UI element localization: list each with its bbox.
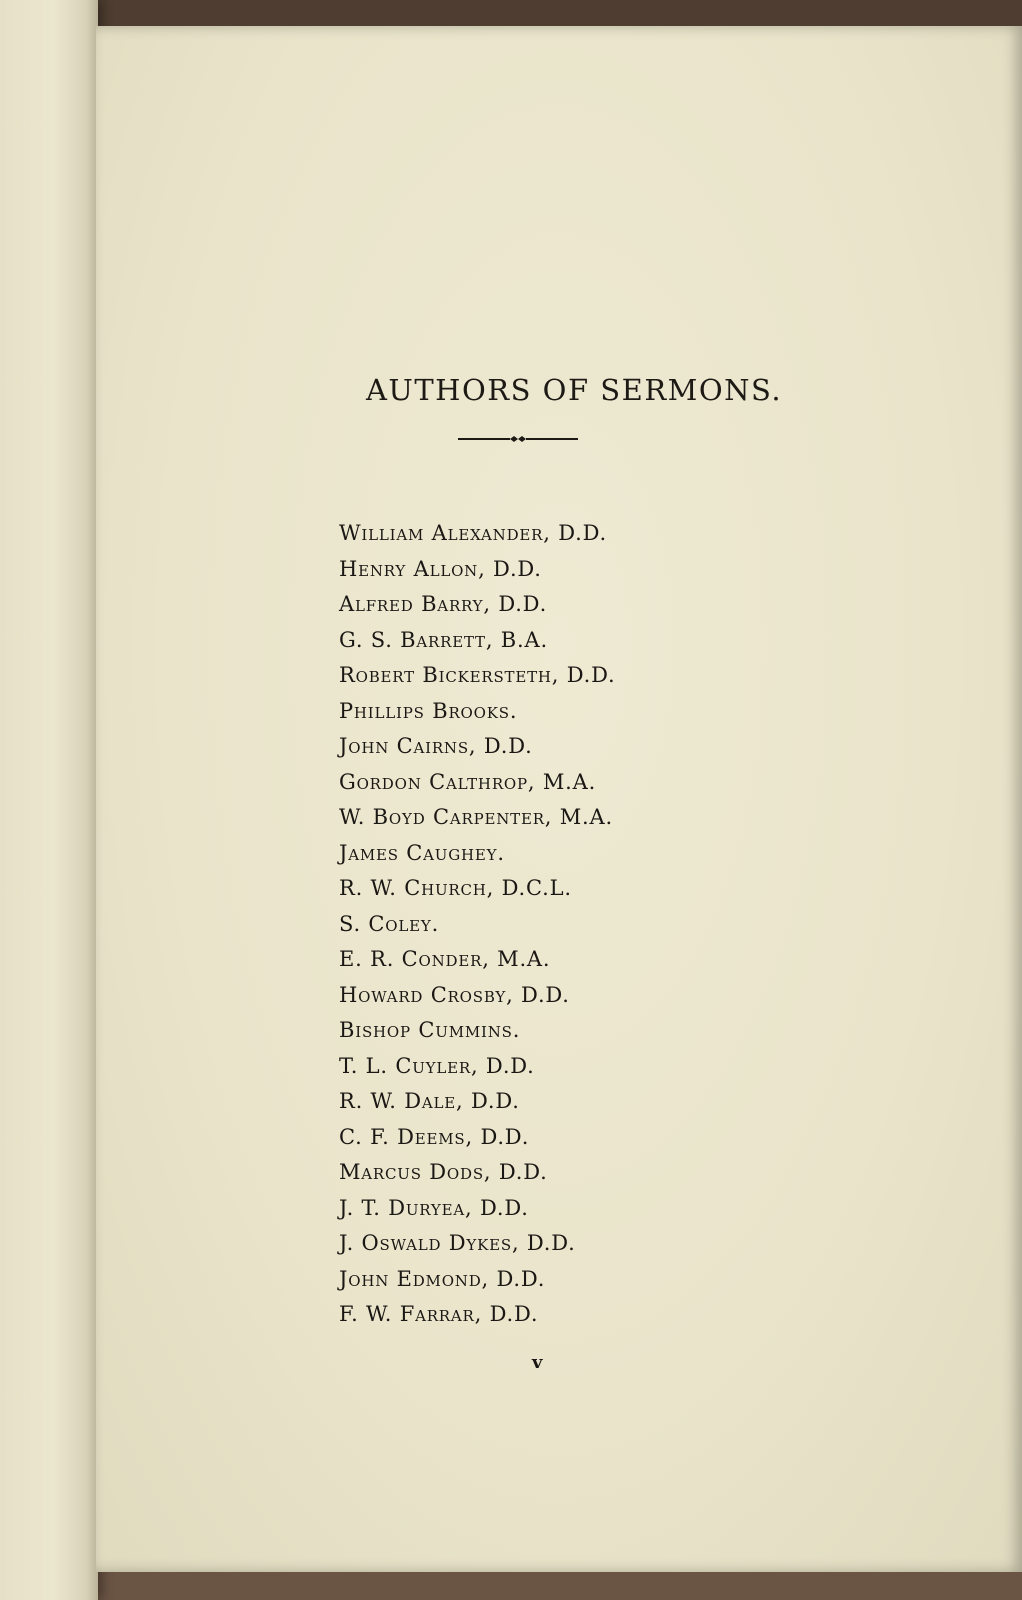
left-page-edge: [0, 0, 98, 1600]
author-name: Howard Crosby, D.D.: [339, 982, 570, 1007]
author-name: C. F. Deems, D.D.: [339, 1124, 530, 1149]
author-name: J. Oswald Dykes, D.D.: [339, 1231, 576, 1255]
author-name: Bishop Cummins.: [339, 1018, 521, 1042]
author-name: Phillips Brooks.: [339, 698, 518, 723]
book-page: [96, 26, 1022, 1572]
author-name: J. T. Duryea, D.D.: [339, 1195, 529, 1220]
author-name: T. L. Cuyler, D.D.: [339, 1053, 535, 1078]
author-name: Alfred Barry, D.D.: [339, 592, 548, 616]
author-name: E. R. Conder, M.A.: [339, 947, 551, 971]
author-name: John Cairns, D.D.: [339, 734, 533, 758]
author-name: R. W. Dale, D.D.: [339, 1089, 520, 1113]
author-name: Robert Bickersteth, D.D.: [339, 663, 616, 687]
author-name: John Edmond, D.D.: [339, 1266, 546, 1291]
author-name: G. S. Barrett, B.A.: [339, 627, 548, 652]
author-name: Marcus Dods, D.D.: [339, 1160, 548, 1184]
author-name: James Caughey.: [339, 840, 505, 865]
author-list: [339, 516, 615, 1333]
author-name: F. W. Farrar, D.D.: [339, 1302, 539, 1326]
ornament-rule: [458, 432, 578, 446]
author-name: S. Coley.: [339, 911, 440, 936]
page-number: v: [532, 1352, 543, 1373]
page-heading: AUTHORS OF SERMONS.: [365, 373, 783, 407]
author-name: William Alexander, D.D.: [339, 521, 607, 545]
author-name: Henry Allon, D.D.: [339, 556, 542, 581]
author-name: Gordon Calthrop, M.A.: [339, 769, 597, 794]
author-name: R. W. Church, D.C.L.: [339, 876, 572, 900]
author-name: W. Boyd Carpenter, M.A.: [339, 805, 613, 829]
